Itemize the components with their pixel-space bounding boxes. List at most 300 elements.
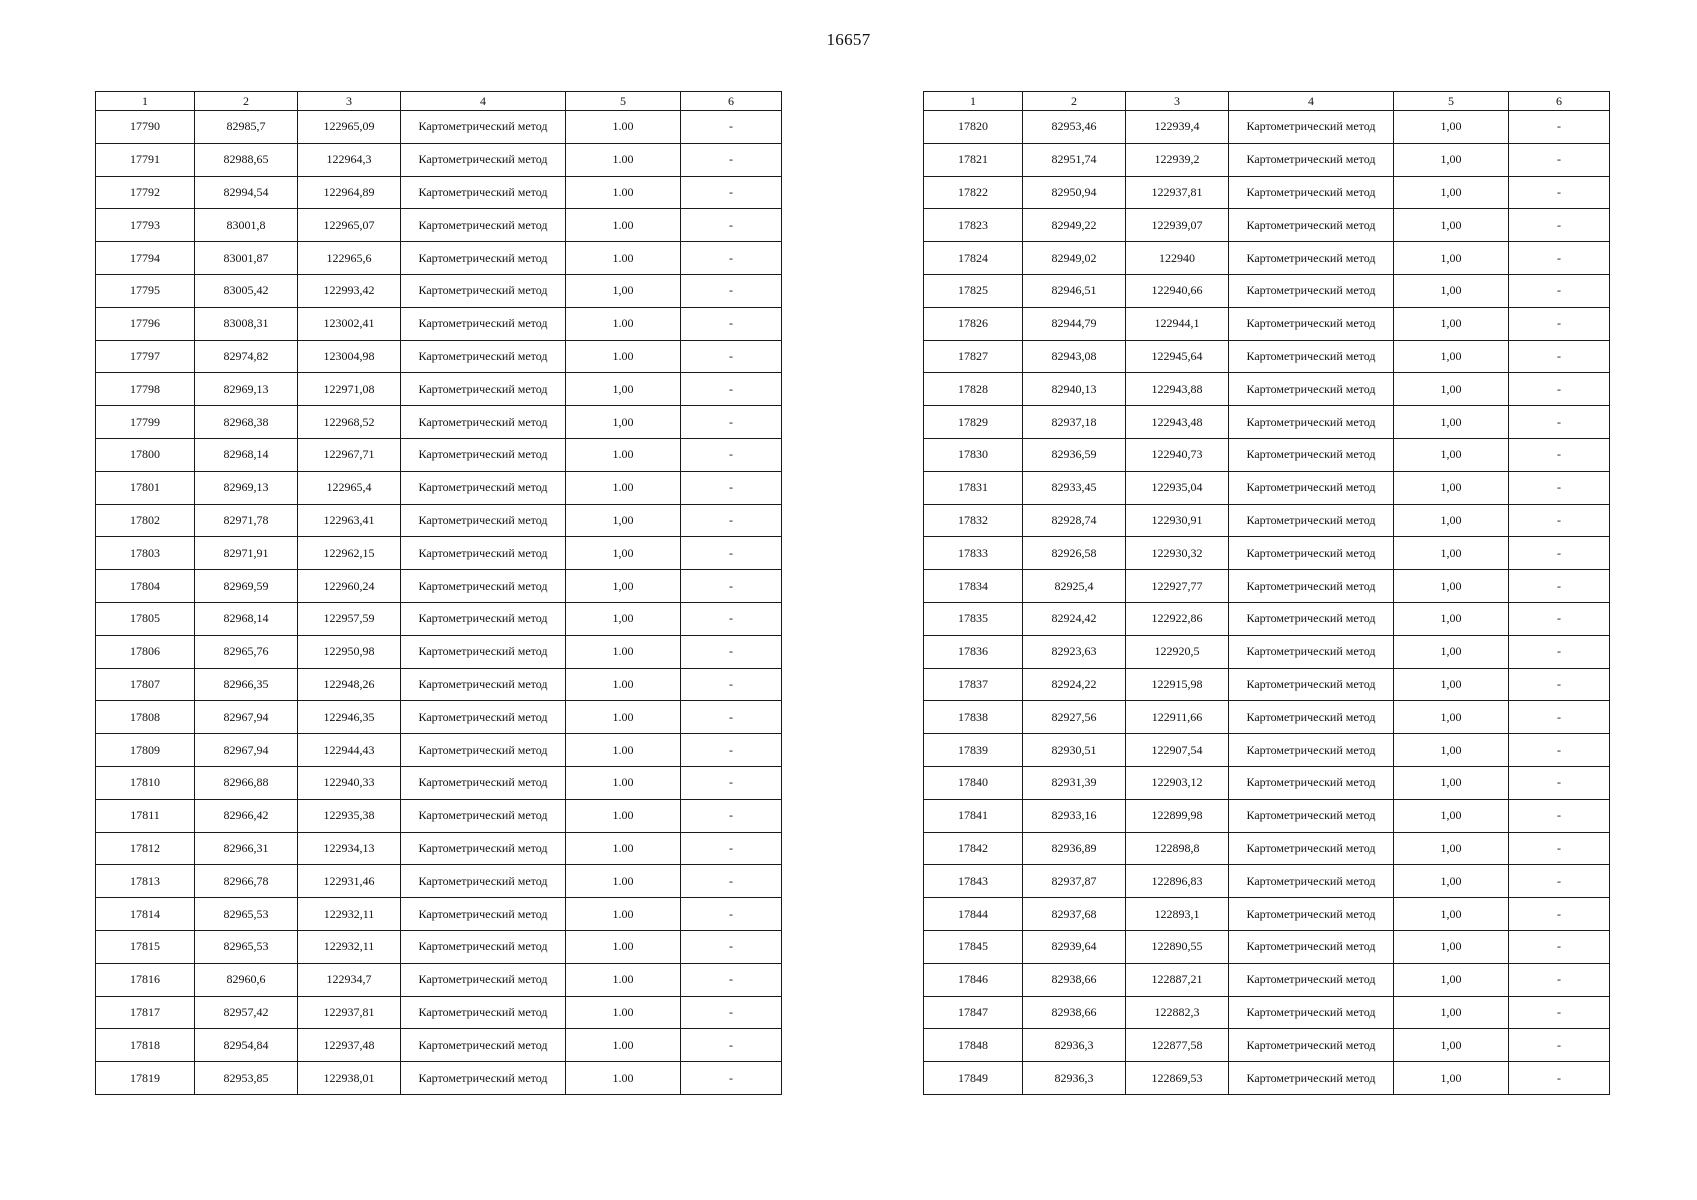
accuracy-cell: 1,00 <box>1394 406 1509 439</box>
method-cell: Картометрический метод <box>401 701 566 734</box>
table-row <box>924 176 1610 209</box>
x-coordinate-cell: 82968,14 <box>195 602 298 635</box>
description-cell: - <box>1509 734 1610 767</box>
accuracy-cell: 1.00 <box>566 242 681 275</box>
y-coordinate-cell: 122931,46 <box>298 865 401 898</box>
accuracy-cell: 1.00 <box>566 176 681 209</box>
point-number-cell: 17793 <box>96 209 195 242</box>
x-coordinate-cell: 82953,46 <box>1023 111 1126 144</box>
table-row <box>924 307 1610 340</box>
y-coordinate-cell: 122887,21 <box>1126 963 1229 996</box>
accuracy-cell: 1,00 <box>1394 602 1509 635</box>
method-cell: Картометрический метод <box>1229 406 1394 439</box>
method-cell: Картометрический метод <box>401 766 566 799</box>
method-cell: Картометрический метод <box>401 635 566 668</box>
table-row <box>924 898 1610 931</box>
table-row <box>96 766 782 799</box>
description-cell: - <box>1509 865 1610 898</box>
point-number-cell: 17831 <box>924 471 1023 504</box>
method-cell: Картометрический метод <box>1229 766 1394 799</box>
point-number-cell: 17827 <box>924 340 1023 373</box>
method-cell: Картометрический метод <box>1229 307 1394 340</box>
accuracy-cell: 1,00 <box>1394 471 1509 504</box>
table-row <box>924 930 1610 963</box>
x-coordinate-cell: 82966,78 <box>195 865 298 898</box>
accuracy-cell: 1,00 <box>1394 373 1509 406</box>
method-cell: Картометрический метод <box>1229 602 1394 635</box>
y-coordinate-cell: 123002,41 <box>298 307 401 340</box>
x-coordinate-cell: 83001,87 <box>195 242 298 275</box>
x-coordinate-cell: 82943,08 <box>1023 340 1126 373</box>
accuracy-cell: 1.00 <box>566 471 681 504</box>
description-cell: - <box>681 537 782 570</box>
description-cell: - <box>1509 340 1610 373</box>
method-cell: Картометрический метод <box>401 734 566 767</box>
x-coordinate-cell: 82944,79 <box>1023 307 1126 340</box>
x-coordinate-cell: 82960,6 <box>195 963 298 996</box>
point-number-cell: 17830 <box>924 438 1023 471</box>
accuracy-cell: 1.00 <box>566 1062 681 1095</box>
table-row <box>924 602 1610 635</box>
column-header: 5 <box>1394 92 1509 111</box>
description-cell: - <box>1509 930 1610 963</box>
table-row <box>96 799 782 832</box>
x-coordinate-cell: 82969,59 <box>195 570 298 603</box>
y-coordinate-cell: 122930,32 <box>1126 537 1229 570</box>
description-cell: - <box>1509 832 1610 865</box>
accuracy-cell: 1,00 <box>1394 340 1509 373</box>
method-cell: Картометрический метод <box>1229 898 1394 931</box>
y-coordinate-cell: 122963,41 <box>298 504 401 537</box>
accuracy-cell: 1,00 <box>1394 504 1509 537</box>
x-coordinate-cell: 82938,66 <box>1023 996 1126 1029</box>
y-coordinate-cell: 122940,73 <box>1126 438 1229 471</box>
description-cell: - <box>681 111 782 144</box>
y-coordinate-cell: 122932,11 <box>298 930 401 963</box>
table-row <box>924 143 1610 176</box>
point-number-cell: 17813 <box>96 865 195 898</box>
description-cell: - <box>681 274 782 307</box>
x-coordinate-cell: 82957,42 <box>195 996 298 1029</box>
y-coordinate-cell: 122943,88 <box>1126 373 1229 406</box>
point-number-cell: 17797 <box>96 340 195 373</box>
y-coordinate-cell: 122935,04 <box>1126 471 1229 504</box>
point-number-cell: 17834 <box>924 570 1023 603</box>
accuracy-cell: 1,00 <box>1394 635 1509 668</box>
table-row <box>96 471 782 504</box>
y-coordinate-cell: 122971,08 <box>298 373 401 406</box>
description-cell: - <box>1509 701 1610 734</box>
description-cell: - <box>1509 176 1610 209</box>
table-row <box>924 471 1610 504</box>
method-cell: Картометрический метод <box>401 799 566 832</box>
method-cell: Картометрический метод <box>401 996 566 1029</box>
y-coordinate-cell: 122943,48 <box>1126 406 1229 439</box>
point-number-cell: 17805 <box>96 602 195 635</box>
x-coordinate-cell: 82939,64 <box>1023 930 1126 963</box>
description-cell: - <box>1509 963 1610 996</box>
description-cell: - <box>681 242 782 275</box>
y-coordinate-cell: 122940 <box>1126 242 1229 275</box>
accuracy-cell: 1,00 <box>1394 865 1509 898</box>
column-header: 1 <box>96 92 195 111</box>
accuracy-cell: 1,00 <box>566 373 681 406</box>
x-coordinate-cell: 82927,56 <box>1023 701 1126 734</box>
method-cell: Картометрический метод <box>401 471 566 504</box>
table-row <box>96 996 782 1029</box>
description-cell: - <box>1509 996 1610 1029</box>
table-row <box>924 340 1610 373</box>
point-number-cell: 17843 <box>924 865 1023 898</box>
method-cell: Картометрический метод <box>401 143 566 176</box>
x-coordinate-cell: 82965,53 <box>195 930 298 963</box>
method-cell: Картометрический метод <box>1229 274 1394 307</box>
description-cell: - <box>1509 307 1610 340</box>
y-coordinate-cell: 122930,91 <box>1126 504 1229 537</box>
x-coordinate-cell: 82931,39 <box>1023 766 1126 799</box>
y-coordinate-cell: 122934,13 <box>298 832 401 865</box>
description-cell: - <box>681 963 782 996</box>
y-coordinate-cell: 122937,48 <box>298 1029 401 1062</box>
description-cell: - <box>681 635 782 668</box>
x-coordinate-cell: 82951,74 <box>1023 143 1126 176</box>
description-cell: - <box>1509 898 1610 931</box>
point-number-cell: 17826 <box>924 307 1023 340</box>
point-number-cell: 17801 <box>96 471 195 504</box>
point-number-cell: 17814 <box>96 898 195 931</box>
x-coordinate-cell: 82985,7 <box>195 111 298 144</box>
method-cell: Картометрический метод <box>1229 865 1394 898</box>
x-coordinate-cell: 82928,74 <box>1023 504 1126 537</box>
y-coordinate-cell: 122960,24 <box>298 570 401 603</box>
accuracy-cell: 1,00 <box>1394 176 1509 209</box>
table-header-row <box>924 92 1610 111</box>
accuracy-cell: 1.00 <box>566 799 681 832</box>
x-coordinate-cell: 82967,94 <box>195 701 298 734</box>
column-header: 2 <box>1023 92 1126 111</box>
point-number-cell: 17800 <box>96 438 195 471</box>
table-body <box>96 111 782 1095</box>
method-cell: Картометрический метод <box>401 537 566 570</box>
point-number-cell: 17835 <box>924 602 1023 635</box>
accuracy-cell: 1,00 <box>566 602 681 635</box>
table-row <box>924 274 1610 307</box>
x-coordinate-cell: 82966,42 <box>195 799 298 832</box>
x-coordinate-cell: 82933,16 <box>1023 799 1126 832</box>
y-coordinate-cell: 122964,3 <box>298 143 401 176</box>
point-number-cell: 17817 <box>96 996 195 1029</box>
x-coordinate-cell: 82950,94 <box>1023 176 1126 209</box>
point-number-cell: 17849 <box>924 1062 1023 1095</box>
point-number-cell: 17837 <box>924 668 1023 701</box>
coordinates-table-right <box>923 91 1610 1095</box>
accuracy-cell: 1.00 <box>566 438 681 471</box>
column-header: 6 <box>681 92 782 111</box>
table-row <box>924 734 1610 767</box>
point-number-cell: 17840 <box>924 766 1023 799</box>
point-number-cell: 17841 <box>924 799 1023 832</box>
column-header: 3 <box>298 92 401 111</box>
description-cell: - <box>681 570 782 603</box>
table-row <box>924 996 1610 1029</box>
description-cell: - <box>681 406 782 439</box>
table-row <box>924 504 1610 537</box>
table-row <box>924 766 1610 799</box>
y-coordinate-cell: 122934,7 <box>298 963 401 996</box>
description-cell: - <box>681 668 782 701</box>
column-header: 5 <box>566 92 681 111</box>
method-cell: Картометрический метод <box>1229 1029 1394 1062</box>
method-cell: Картометрический метод <box>401 504 566 537</box>
table-row <box>96 143 782 176</box>
method-cell: Картометрический метод <box>1229 668 1394 701</box>
y-coordinate-cell: 122967,71 <box>298 438 401 471</box>
description-cell: - <box>681 734 782 767</box>
method-cell: Картометрический метод <box>1229 143 1394 176</box>
x-coordinate-cell: 82949,02 <box>1023 242 1126 275</box>
x-coordinate-cell: 82949,22 <box>1023 209 1126 242</box>
x-coordinate-cell: 82965,76 <box>195 635 298 668</box>
method-cell: Картометрический метод <box>401 340 566 373</box>
y-coordinate-cell: 122869,53 <box>1126 1062 1229 1095</box>
y-coordinate-cell: 122993,42 <box>298 274 401 307</box>
y-coordinate-cell: 122965,4 <box>298 471 401 504</box>
point-number-cell: 17796 <box>96 307 195 340</box>
x-coordinate-cell: 82924,22 <box>1023 668 1126 701</box>
accuracy-cell: 1.00 <box>566 898 681 931</box>
table-header-row <box>96 92 782 111</box>
accuracy-cell: 1.00 <box>566 865 681 898</box>
method-cell: Картометрический метод <box>401 176 566 209</box>
method-cell: Картометрический метод <box>1229 996 1394 1029</box>
table-row <box>96 373 782 406</box>
method-cell: Картометрический метод <box>1229 111 1394 144</box>
table-row <box>924 373 1610 406</box>
point-number-cell: 17833 <box>924 537 1023 570</box>
point-number-cell: 17819 <box>96 1062 195 1095</box>
y-coordinate-cell: 122944,43 <box>298 734 401 767</box>
x-coordinate-cell: 82969,13 <box>195 471 298 504</box>
x-coordinate-cell: 82938,66 <box>1023 963 1126 996</box>
table-row <box>96 340 782 373</box>
x-coordinate-cell: 82971,78 <box>195 504 298 537</box>
method-cell: Картометрический метод <box>1229 176 1394 209</box>
method-cell: Картометрический метод <box>1229 438 1394 471</box>
y-coordinate-cell: 122950,98 <box>298 635 401 668</box>
point-number-cell: 17846 <box>924 963 1023 996</box>
description-cell: - <box>681 701 782 734</box>
table-row <box>96 865 782 898</box>
accuracy-cell: 1,00 <box>1394 734 1509 767</box>
method-cell: Картометрический метод <box>401 963 566 996</box>
accuracy-cell: 1.00 <box>566 668 681 701</box>
point-number-cell: 17809 <box>96 734 195 767</box>
x-coordinate-cell: 82936,3 <box>1023 1062 1126 1095</box>
method-cell: Картометрический метод <box>401 832 566 865</box>
x-coordinate-cell: 82933,45 <box>1023 471 1126 504</box>
accuracy-cell: 1.00 <box>566 340 681 373</box>
method-cell: Картометрический метод <box>1229 209 1394 242</box>
point-number-cell: 17791 <box>96 143 195 176</box>
description-cell: - <box>1509 373 1610 406</box>
point-number-cell: 17836 <box>924 635 1023 668</box>
column-header: 4 <box>401 92 566 111</box>
x-coordinate-cell: 82925,4 <box>1023 570 1126 603</box>
y-coordinate-cell: 122896,83 <box>1126 865 1229 898</box>
table-row <box>924 242 1610 275</box>
table-row <box>924 537 1610 570</box>
description-cell: - <box>681 898 782 931</box>
method-cell: Картометрический метод <box>1229 832 1394 865</box>
description-cell: - <box>681 602 782 635</box>
x-coordinate-cell: 82923,63 <box>1023 635 1126 668</box>
point-number-cell: 17822 <box>924 176 1023 209</box>
description-cell: - <box>1509 143 1610 176</box>
y-coordinate-cell: 122877,58 <box>1126 1029 1229 1062</box>
table-row <box>96 406 782 439</box>
point-number-cell: 17790 <box>96 111 195 144</box>
table-row <box>924 570 1610 603</box>
table-row <box>924 635 1610 668</box>
accuracy-cell: 1.00 <box>566 111 681 144</box>
description-cell: - <box>681 832 782 865</box>
accuracy-cell: 1,00 <box>1394 701 1509 734</box>
table-row <box>924 438 1610 471</box>
description-cell: - <box>681 865 782 898</box>
method-cell: Картометрический метод <box>401 242 566 275</box>
table-row <box>96 570 782 603</box>
y-coordinate-cell: 122927,77 <box>1126 570 1229 603</box>
point-number-cell: 17812 <box>96 832 195 865</box>
accuracy-cell: 1,00 <box>1394 963 1509 996</box>
x-coordinate-cell: 83008,31 <box>195 307 298 340</box>
point-number-cell: 17816 <box>96 963 195 996</box>
method-cell: Картометрический метод <box>1229 242 1394 275</box>
accuracy-cell: 1,00 <box>1394 1062 1509 1095</box>
method-cell: Картометрический метод <box>401 406 566 439</box>
description-cell: - <box>1509 111 1610 144</box>
accuracy-cell: 1,00 <box>1394 766 1509 799</box>
description-cell: - <box>1509 438 1610 471</box>
accuracy-cell: 1.00 <box>566 209 681 242</box>
description-cell: - <box>681 373 782 406</box>
point-number-cell: 17818 <box>96 1029 195 1062</box>
y-coordinate-cell: 122939,4 <box>1126 111 1229 144</box>
description-cell: - <box>681 996 782 1029</box>
table-row <box>924 209 1610 242</box>
y-coordinate-cell: 122920,5 <box>1126 635 1229 668</box>
x-coordinate-cell: 82937,68 <box>1023 898 1126 931</box>
description-cell: - <box>681 209 782 242</box>
accuracy-cell: 1,00 <box>1394 307 1509 340</box>
accuracy-cell: 1,00 <box>566 537 681 570</box>
table-body <box>924 111 1610 1095</box>
method-cell: Картометрический метод <box>1229 570 1394 603</box>
x-coordinate-cell: 82937,87 <box>1023 865 1126 898</box>
point-number-cell: 17832 <box>924 504 1023 537</box>
description-cell: - <box>1509 537 1610 570</box>
accuracy-cell: 1,00 <box>566 570 681 603</box>
table-row <box>96 307 782 340</box>
x-coordinate-cell: 82969,13 <box>195 373 298 406</box>
accuracy-cell: 1,00 <box>1394 209 1509 242</box>
description-cell: - <box>681 1029 782 1062</box>
method-cell: Картометрический метод <box>1229 963 1394 996</box>
point-number-cell: 17807 <box>96 668 195 701</box>
method-cell: Картометрический метод <box>1229 373 1394 406</box>
x-coordinate-cell: 82926,58 <box>1023 537 1126 570</box>
description-cell: - <box>681 504 782 537</box>
table-row <box>924 1029 1610 1062</box>
description-cell: - <box>681 340 782 373</box>
accuracy-cell: 1.00 <box>566 963 681 996</box>
description-cell: - <box>681 766 782 799</box>
method-cell: Картометрический метод <box>401 373 566 406</box>
table-row <box>96 209 782 242</box>
point-number-cell: 17794 <box>96 242 195 275</box>
description-cell: - <box>681 930 782 963</box>
y-coordinate-cell: 122911,66 <box>1126 701 1229 734</box>
accuracy-cell: 1.00 <box>566 930 681 963</box>
y-coordinate-cell: 122957,59 <box>298 602 401 635</box>
accuracy-cell: 1,00 <box>1394 1029 1509 1062</box>
point-number-cell: 17821 <box>924 143 1023 176</box>
x-coordinate-cell: 82994,54 <box>195 176 298 209</box>
x-coordinate-cell: 83005,42 <box>195 274 298 307</box>
accuracy-cell: 1,00 <box>1394 111 1509 144</box>
accuracy-cell: 1,00 <box>1394 143 1509 176</box>
point-number-cell: 17799 <box>96 406 195 439</box>
x-coordinate-cell: 82971,91 <box>195 537 298 570</box>
table-row <box>96 701 782 734</box>
accuracy-cell: 1,00 <box>1394 242 1509 275</box>
description-cell: - <box>681 1062 782 1095</box>
description-cell: - <box>1509 1029 1610 1062</box>
x-coordinate-cell: 82937,18 <box>1023 406 1126 439</box>
accuracy-cell: 1,00 <box>566 504 681 537</box>
table-row <box>924 799 1610 832</box>
y-coordinate-cell: 122915,98 <box>1126 668 1229 701</box>
description-cell: - <box>1509 635 1610 668</box>
y-coordinate-cell: 122965,09 <box>298 111 401 144</box>
method-cell: Картометрический метод <box>1229 1062 1394 1095</box>
method-cell: Картометрический метод <box>401 111 566 144</box>
x-coordinate-cell: 82965,53 <box>195 898 298 931</box>
point-number-cell: 17828 <box>924 373 1023 406</box>
y-coordinate-cell: 122890,55 <box>1126 930 1229 963</box>
accuracy-cell: 1.00 <box>566 832 681 865</box>
point-number-cell: 17795 <box>96 274 195 307</box>
description-cell: - <box>1509 242 1610 275</box>
y-coordinate-cell: 122948,26 <box>298 668 401 701</box>
y-coordinate-cell: 122922,86 <box>1126 602 1229 635</box>
column-header: 6 <box>1509 92 1610 111</box>
table-row <box>96 438 782 471</box>
coordinates-table-left <box>95 91 782 1095</box>
table-row <box>96 274 782 307</box>
description-cell: - <box>681 799 782 832</box>
y-coordinate-cell: 122965,07 <box>298 209 401 242</box>
y-coordinate-cell: 122939,2 <box>1126 143 1229 176</box>
x-coordinate-cell: 82966,31 <box>195 832 298 865</box>
x-coordinate-cell: 82936,89 <box>1023 832 1126 865</box>
point-number-cell: 17844 <box>924 898 1023 931</box>
table-row <box>924 865 1610 898</box>
accuracy-cell: 1.00 <box>566 734 681 767</box>
method-cell: Картометрический метод <box>1229 701 1394 734</box>
table-row <box>96 734 782 767</box>
method-cell: Картометрический метод <box>401 1062 566 1095</box>
